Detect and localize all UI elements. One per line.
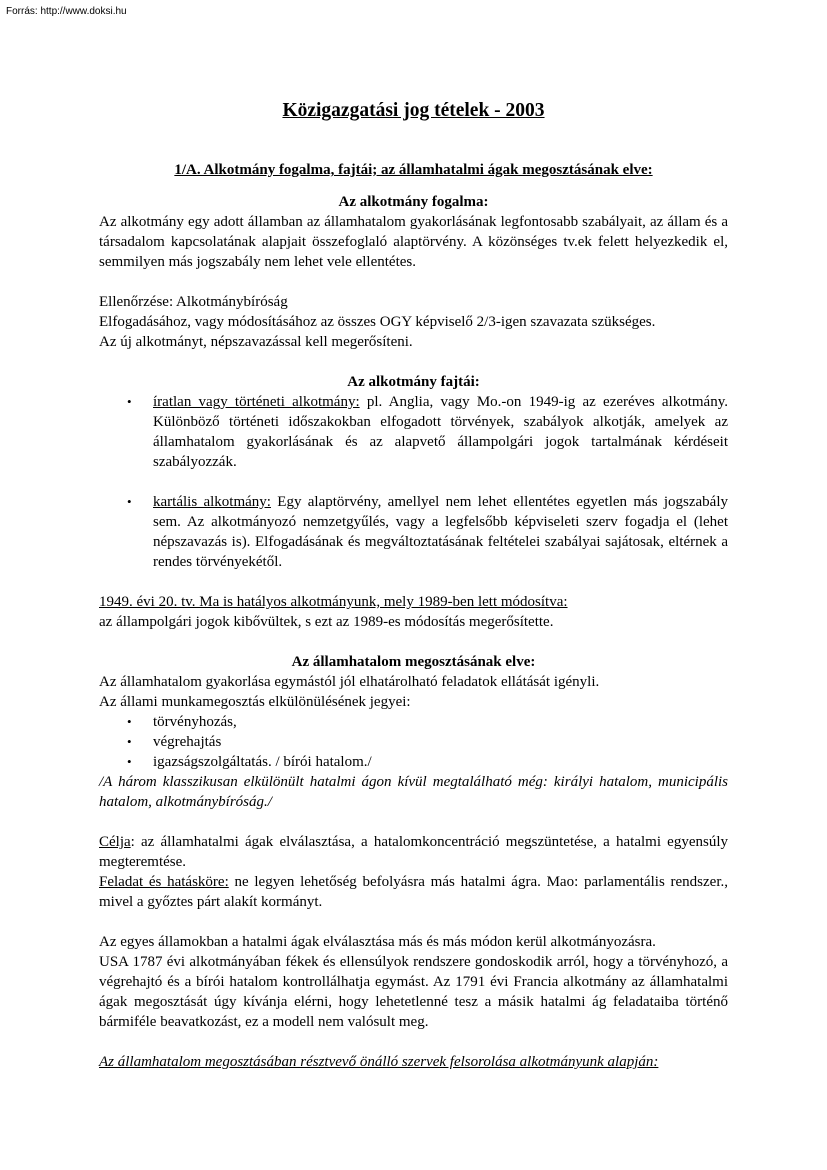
concept-heading: Az alkotmány fogalma:: [338, 194, 489, 210]
bullet-icon: •: [127, 714, 132, 729]
purpose-label: Célja: [99, 834, 131, 850]
states-text: USA 1787 évi alkotmányában fékek és ellensúlyok rendszere gondoskodik arról, hogy a törvényhozó, a végrehajtó és a bírói hatalom kontrollálhatja egymást. Az 1791 évi Francia alkotmány az államhatalmi ágak megosztását úgy kívánja elérni, hogy lehetetlenné tesz a másik hatalmi ág feladataiba történő bármiféle beavatkozást, ez a modell nem valósult meg.: [99, 954, 728, 1030]
types-list: [99, 392, 728, 472]
list-item: [99, 492, 728, 572]
purpose-text: : az államhatalmi ágak elválasztása, a hatalomkoncentráció megszüntetése, a hatalmi egyensúly megteremtése.: [99, 834, 728, 870]
separation-line-1: Az államhatalom gyakorlása egymástól jól elhatárolható feladatok ellátását igényli.: [99, 674, 600, 690]
law-underlined: 1949. évi 20. tv. Ma is hatályos alkotmányunk, mely 1989-ben lett módosítva:: [99, 594, 568, 610]
final-heading: Az államhatalom megosztásában résztvevő önálló szervek felsorolása alkotmányunk alapján:: [99, 1054, 659, 1070]
source-label: Forrás: http://www.doksi.hu: [6, 6, 127, 17]
separation-note: /A három klasszikusan elkülönült hatalmi ágon kívül megtalálható még: királyi hatalom, municipális hatalom, alkotmánybíróság./: [99, 774, 728, 810]
task-text: ne legyen lehetőség befolyásra más hatalmi ágra. Mao: parlamentális rendszer., mivel a győztes párt alakít kormányt.: [99, 874, 728, 910]
task-label: Feladat és hatásköre:: [99, 874, 229, 890]
control-line-1: Ellenőrzése: Alkotmánybíróság: [99, 294, 288, 310]
list-item-text: végrehajtás: [153, 734, 222, 750]
bullet-icon: •: [127, 734, 132, 749]
list-item: [99, 712, 728, 732]
type-term: kartális alkotmány:: [153, 494, 271, 510]
type-text: Egy alaptörvény, amellyel nem lehet ellentétes egyetlen más jogszabály sem. Az alkotmányozó nemzetgyűlés, vagy a legfelsőbb képviseleti szerv fogadja el (lehet népszavazás is). Elfogadásának és megváltoztatásának feltételei szabályai sajátosak, eltérnek a rendes törvényekétől.: [153, 494, 728, 570]
list-item-text: törvényhozás,: [153, 714, 237, 730]
states-line-1: Az egyes államokban a hatalmi ágak elválasztása más és más módon kerül alkotmányozásra.: [99, 934, 656, 950]
list-item: [99, 752, 728, 772]
type-text: pl. Anglia, vagy Mo.-on 1949-ig az ezeréves alkotmány. Különböző történeti időszakokban elfogadott törvények, szabályok alkotják, amelyek az államhatalom gyakorlásának és az alapvető állampolgári jogok tartalmának kérdéseit szabályozzák.: [153, 394, 728, 470]
separation-heading: Az államhatalom megosztásának elve:: [291, 654, 536, 670]
type-term: íratlan vagy történeti alkotmány:: [153, 394, 360, 410]
types-heading: Az alkotmány fajtái:: [347, 374, 480, 390]
concept-text: Az alkotmány egy adott államban az államhatalom gyakorlásának legfontosabb szabályait, az állam és a társadalom kapcsolatának alapjait összefoglaló alaptörvény. A közönséges tv.ek felett helyezkedik el, semmilyen más jogszabály nem lehet vele ellentétes.: [99, 214, 728, 270]
section-title: 1/A. Alkotmány fogalma, fajtái; az államhatalmi ágak megosztásának elve:: [174, 162, 653, 178]
control-line-2: Elfogadásához, vagy módosításához az összes OGY képviselő 2/3-igen szavazata szükséges.: [99, 314, 656, 330]
document-body: [99, 98, 728, 1072]
types-list-2: [99, 492, 728, 572]
list-item: [99, 732, 728, 752]
bullet-icon: •: [127, 494, 132, 509]
separation-line-2: Az állami munkamegosztás elkülönülésének jegyei:: [99, 694, 411, 710]
law-text: az állampolgári jogok kibővültek, s ezt az 1989-es módosítás megerősítette.: [99, 614, 554, 630]
control-line-3: Az új alkotmányt, népszavazással kell megerősíteni.: [99, 334, 413, 350]
list-item-text: igazságszolgáltatás. / bírói hatalom./: [153, 754, 372, 770]
document-title: Közigazgatási jog tételek - 2003: [282, 100, 545, 121]
bullet-icon: •: [127, 394, 132, 409]
separation-list: [99, 712, 728, 772]
list-item: [99, 392, 728, 472]
bullet-icon: •: [127, 754, 132, 769]
